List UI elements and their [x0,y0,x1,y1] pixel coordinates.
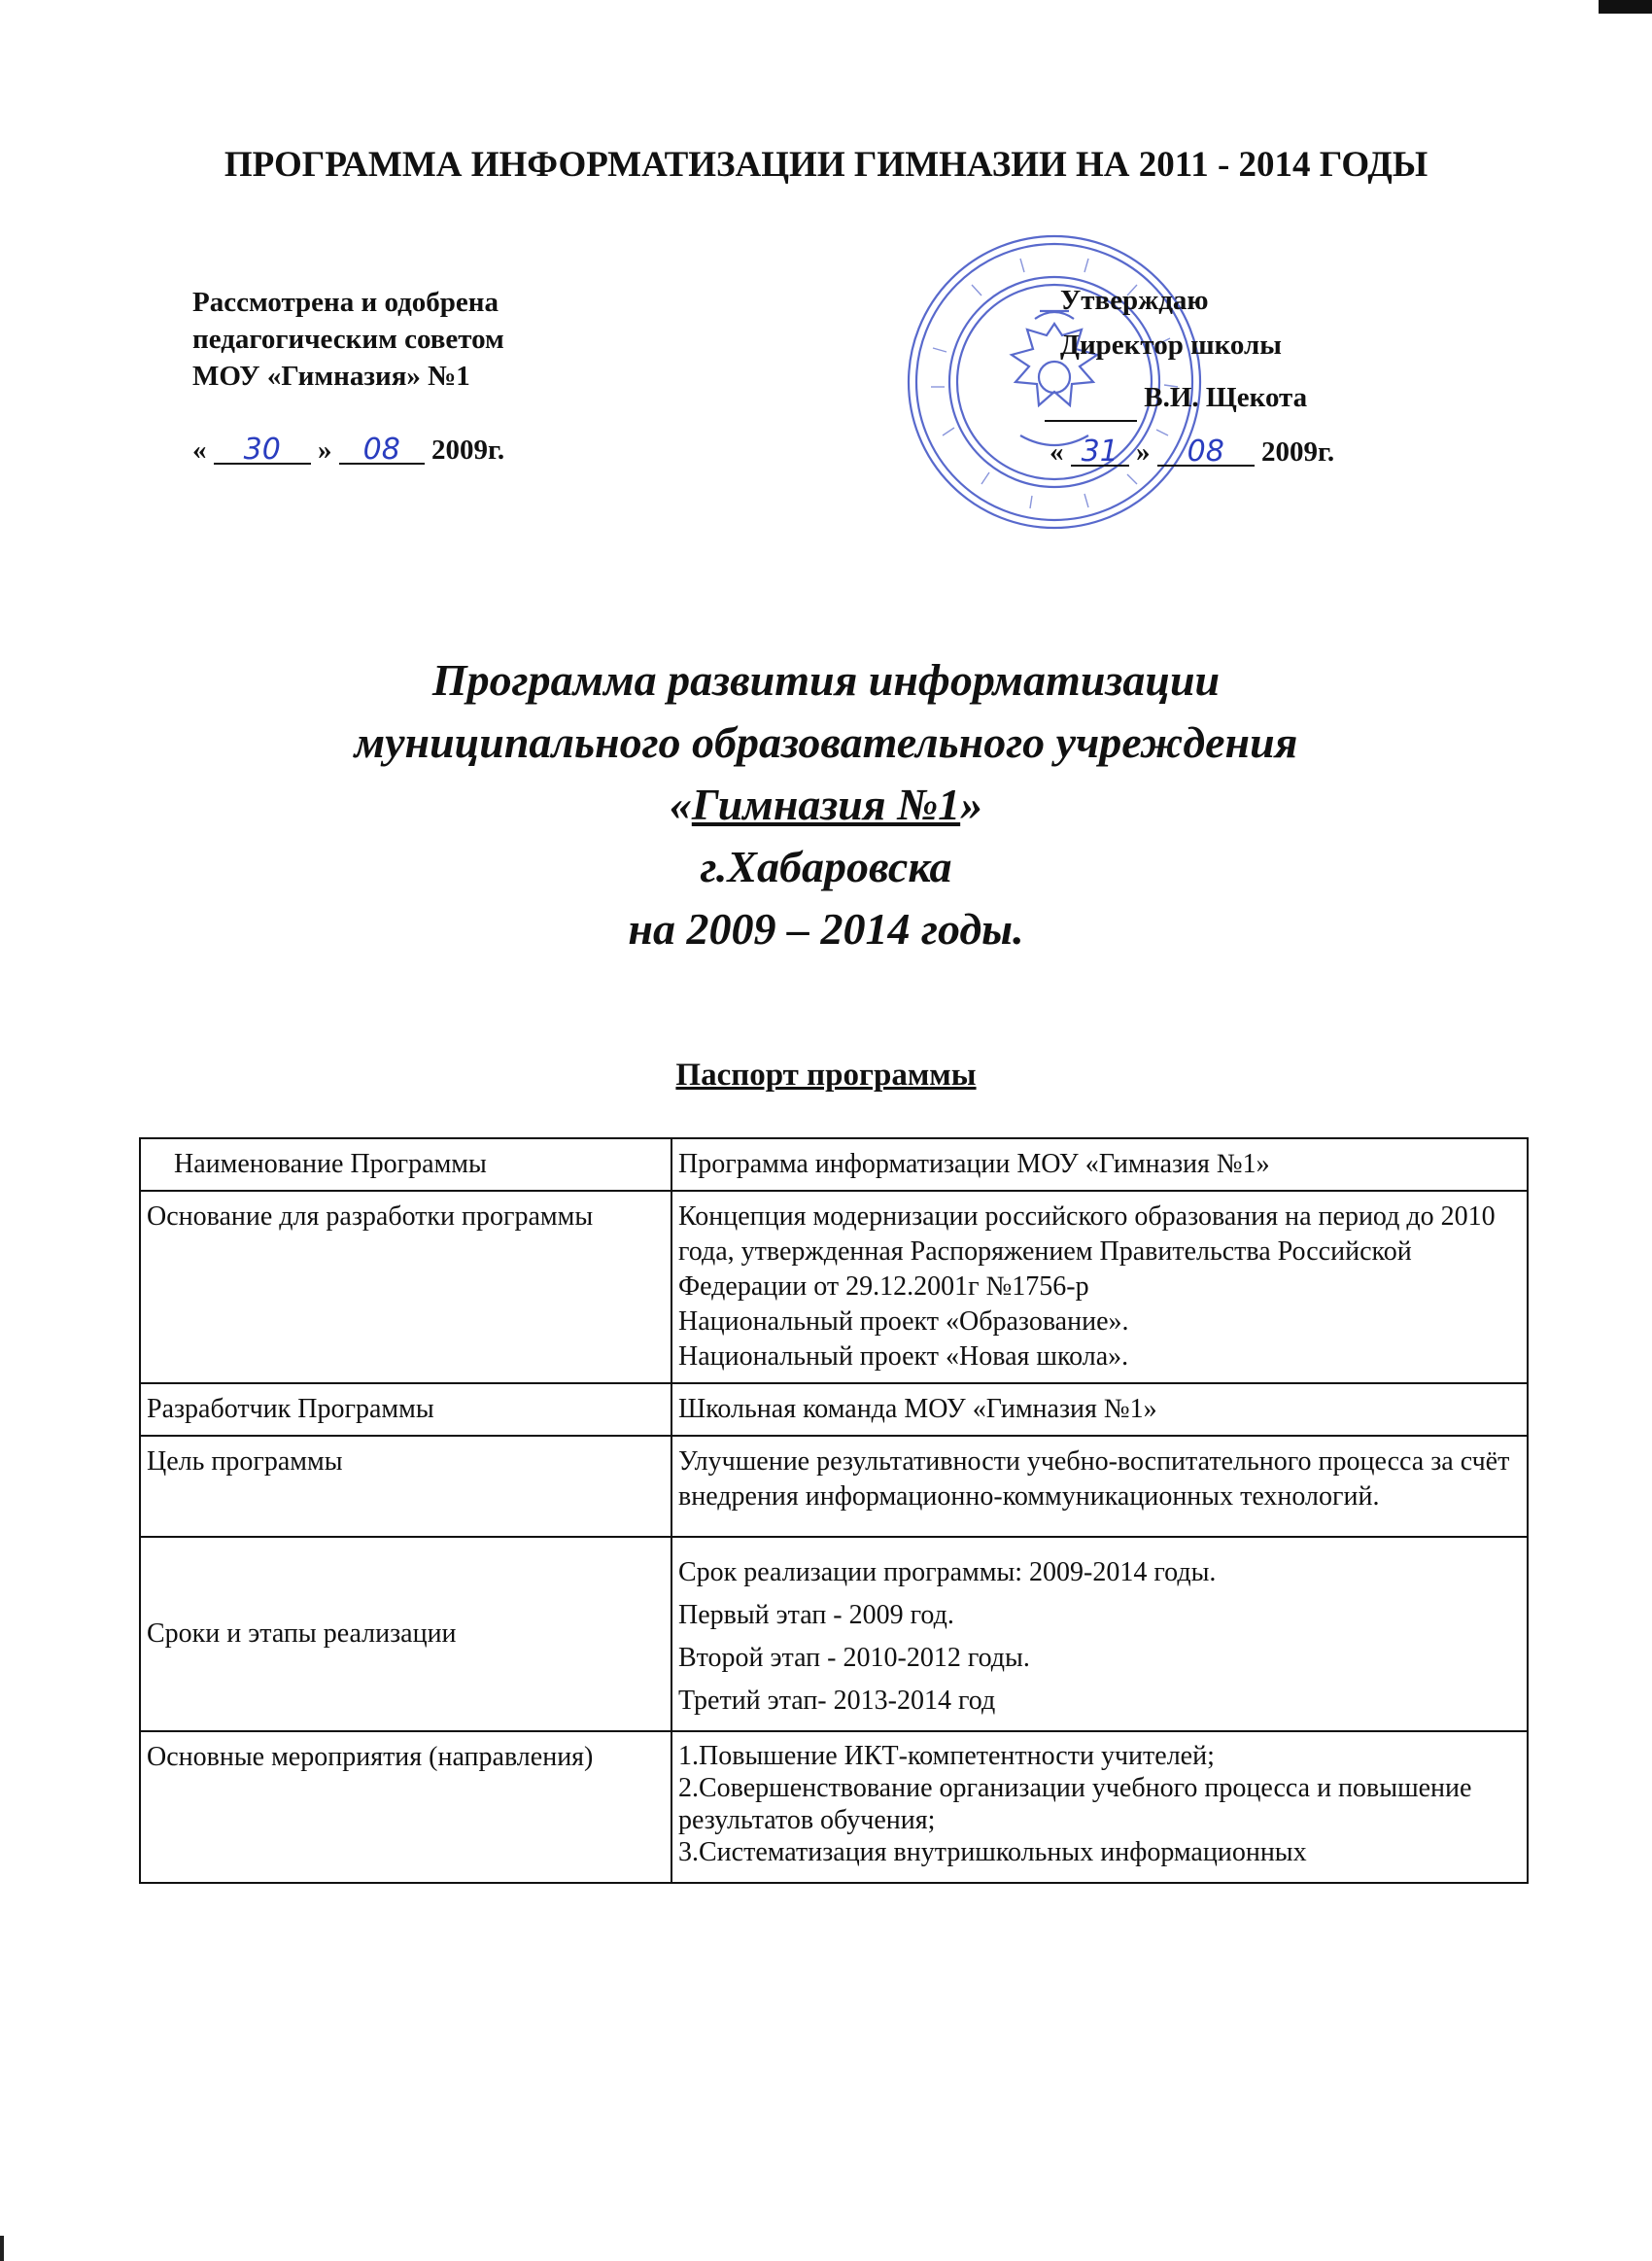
table-row [140,1191,1528,1383]
signer-line [1045,375,1334,422]
approval-date: « 30 » 08 2009г. [192,433,505,467]
director-approval-block [1045,278,1334,474]
passport-table [139,1137,1529,1884]
handwritten-month: 08 [339,437,425,465]
table-row [140,1383,1528,1436]
scan-corner-mark [1599,0,1652,14]
signature-blank [1045,375,1137,422]
table-value-cell: 1.Повышение ИКТ-компетентности учителей; 2.Совершенствование организации учебного процесса и повышение результатов обучения; 3.Систематизация внутришкольных информационных [671,1731,1528,1883]
program-title: Программа развития информатизации муниципального образовательного учреждения «Гимназия №1» г.Хабаровска на 2009 – 2014 годы. [354,655,1298,954]
table-label-cell: Наименование Программы [140,1138,671,1191]
document-header-title: ПРОГРАММА ИНФОРМАТИЗАЦИИ ГИМНАЗИИ НА 2011 - 2014 ГОДЫ [224,145,1428,185]
table-label-cell: Цель программы [140,1436,671,1537]
table-row [140,1537,1528,1731]
handwritten-day: 31 [1071,439,1129,467]
table-value-cell: Концепция модернизации российского образования на период до 2010 года, утвержденная Распоряжением Правительства Российской Федерации от 29.12.2001г №1756-р Национальный проект «Образование». Национальный проект «Новая школа». [671,1191,1528,1383]
approval-line: Рассмотрена и одобрена [192,287,499,318]
table-label-cell: Основание для разработки программы [140,1191,671,1383]
table-label-cell: Разработчик Программы [140,1383,671,1436]
table-row [140,1731,1528,1883]
table-value-cell: Программа информатизации МОУ «Гимназия №1» [671,1138,1528,1191]
approval-date: « 31 » 08 2009г. [1050,435,1335,469]
handwritten-day: 30 [214,437,311,465]
approval-line: Утверждаю [1060,285,1209,316]
table-value-cell: Улучшение результативности учебно-воспитательного процесса за счёт внедрения информационно-коммуникационных технологий. [671,1436,1528,1537]
signer-name: В.И. Щекота [1144,382,1308,413]
table-value-cell: Срок реализации программы: 2009-2014 годы. Первый этап - 2009 год. Второй этап - 2010-2012 годы. Третий этап- 2013-2014 год [671,1537,1528,1731]
approval-line: Директор школы [1060,330,1282,361]
table-label-cell: Сроки и этапы реализации [140,1537,671,1731]
passport-heading: Паспорт программы [675,1058,977,1093]
handwritten-month: 08 [1157,439,1255,467]
scan-edge-mark [0,2236,4,2261]
approval-line: педагогическим советом [192,324,504,355]
table-row [140,1436,1528,1537]
approval-line: МОУ «Гимназия» №1 [192,361,470,392]
council-approval-block [192,284,504,469]
table-row [140,1138,1528,1191]
table-label-cell: Основные мероприятия (направления) [140,1731,671,1883]
table-value-cell: Школьная команда МОУ «Гимназия №1» [671,1383,1528,1436]
